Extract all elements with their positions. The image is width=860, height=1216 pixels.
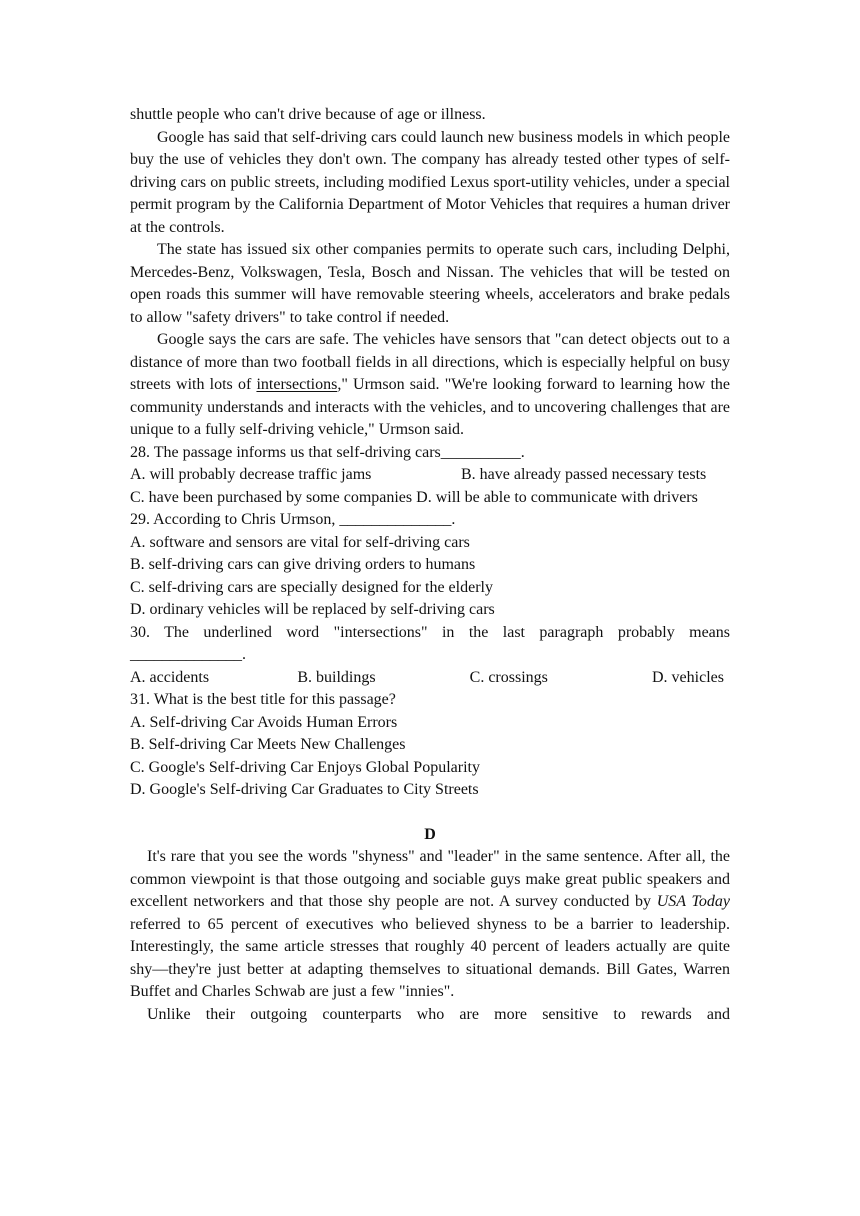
paragraph-d1-text-before: It's rare that you see the words "shyness" and "leader" in the same sentence. After all, the common viewpoint is that those outgoing and sociable guys make great public speakers and excellent networkers and that those shy people are not. A survey conducted by — [130, 848, 730, 910]
question-28-options-row-1 — [130, 464, 730, 487]
question-31-stem: 31. What is the best title for this passage? — [130, 691, 396, 708]
question-29-option-a: A. software and sensors are vital for self-driving cars — [130, 533, 470, 551]
passage-d-paragraph-2: Unlike their outgoing counterparts who are more sensitive to rewards and — [147, 1005, 730, 1023]
question-30-option-b: B. buildings — [297, 668, 376, 686]
document-page — [130, 104, 730, 1026]
underlined-word-intersections: intersections — [256, 376, 338, 393]
question-28-option-b: B. have already passed necessary tests — [461, 466, 707, 483]
question-28-option-d: D. will be able to communicate with drivers — [416, 488, 698, 506]
paragraph-d1-text-after: referred to 65 percent of executives who believed shyness to be a barrier to leadership. Interestingly, the same article stresses that roughly 40 percent of leaders actually are quite shy—they're just better at adapting themselves to situational demands. Bill Gates, Warren Buffet and Charles Schwab are just a few "innies". — [130, 915, 730, 1000]
passage-c-paragraph-1: Google has said that self-driving cars could launch new business models in which people buy the use of vehicles they don't own. The company has already tested other types of self-driving cars on public streets, including modified Lexus sport-utility vehicles, under a special permit program by the California Department of Motor Vehicles that requires a human driver at the controls. — [130, 128, 730, 236]
question-30-options — [130, 667, 730, 690]
publication-name-italic: USA Today — [656, 893, 730, 910]
question-30-option-a: A. accidents — [130, 668, 210, 686]
question-31-option-a: A. Self-driving Car Avoids Human Errors — [130, 713, 398, 731]
question-30-option-d: D. vehicles — [651, 668, 724, 686]
question-28-stem: 28. The passage informs us that self-driving cars__________. — [130, 443, 525, 461]
paragraph-3-text-before: Google says the cars are safe. The vehicles have sensors that "can detect objects out to a distance of more than two football fields in all directions, which is especially helpful on busy streets with lots of — [130, 331, 730, 393]
question-28-options-row-2 — [130, 487, 730, 510]
passage-d-paragraph-1 — [130, 846, 730, 1004]
question-29-stem: 29. According to Chris Urmson, ______________. — [130, 511, 456, 528]
section-heading-d: D — [424, 825, 436, 843]
passage-c-paragraph-0: shuttle people who can't drive because of age or illness. — [130, 106, 486, 123]
question-31-option-b: B. Self-driving Car Meets New Challenges — [130, 736, 406, 753]
question-30-option-c: C. crossings — [469, 668, 548, 686]
question-29-option-b: B. self-driving cars can give driving orders to humans — [130, 556, 476, 573]
question-31-option-d: D. Google's Self-driving Car Graduates to City Streets — [130, 781, 479, 798]
passage-c-paragraph-2: The state has issued six other companies permits to operate such cars, including Delphi, Mercedes-Benz, Volkswagen, Tesla, Bosch and Nissan. The vehicles that will be tested on open roads this summer will have removable steering wheels, accelerators and brake pedals to allow "safety drivers" to take control if needed. — [130, 241, 730, 326]
passage-c-paragraph-3 — [130, 329, 730, 442]
question-28-option-c: C. have been purchased by some companies — [130, 488, 413, 506]
question-30-stem: 30. The underlined word "intersections" in the last paragraph probably means ______________. — [130, 623, 730, 663]
question-29-option-d: D. ordinary vehicles will be replaced by self-driving cars — [130, 601, 495, 618]
question-28-option-a: A. will probably decrease traffic jams — [130, 466, 372, 483]
paragraph-3-text-after: ," Urmson said. "We're looking forward to learning how the community understands and interacts with the vehicles, and to uncovering challenges that are unique to a fully self-driving vehicle," Urmson said. — [130, 376, 730, 438]
question-31-option-c: C. Google's Self-driving Car Enjoys Global Popularity — [130, 758, 480, 776]
question-29-option-c: C. self-driving cars are specially designed for the elderly — [130, 578, 493, 596]
